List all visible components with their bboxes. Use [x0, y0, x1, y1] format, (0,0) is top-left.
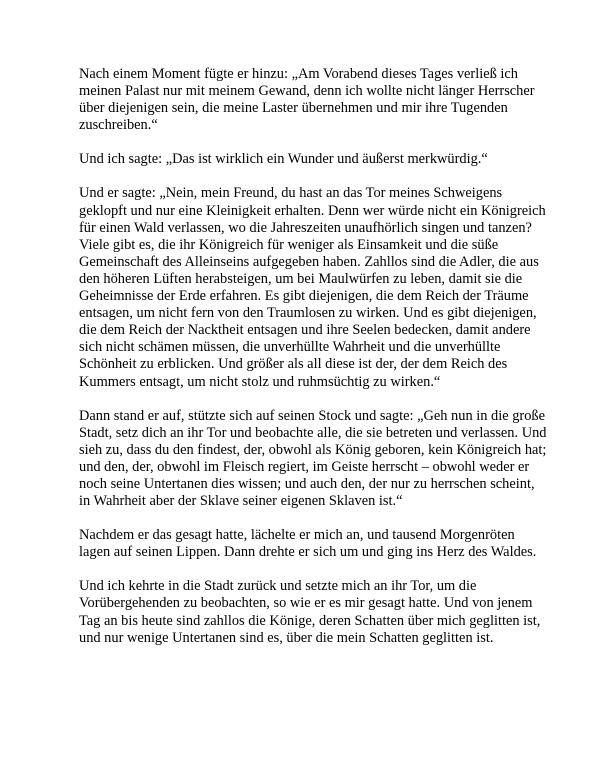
- paragraph-2: Und ich sagte: „Das ist wirklich ein Wunder und äußerst merkwürdig.“: [79, 151, 488, 168]
- paragraph-6: Und ich kehrte in die Stadt zurück und setzte mich an ihr Tor, um die Vorübergehenden zu beobachten, so wie er es mir gesagt hatte. Und von jenem Tag an bis heute sind zahllos die Könige, deren Schatten über mich geglitten ist, und nur wenige Untertanen sind es, über die mein Schatten geglitten ist.: [79, 578, 541, 646]
- paragraph-4: Dann stand er auf, stützte sich auf seinen Stock und sagte: „Geh nun in die große Stadt, setz dich an ihr Tor und beobachte alle, die sie betreten und verlassen. Und sieh zu, dass du den findest, der, obwohl als König geboren, kein Königreich hat; und den, der, obwohl im Fleisch regiert, im Geiste herrscht – obwohl weder er noch seine Untertanen dies wissen; und auch den, der nur zu herrschen scheint, in Wahrheit aber der Sklave seiner eigenen Sklaven ist.“: [79, 407, 547, 510]
- paragraph-1: Nach einem Moment fügte er hinzu: „Am Vorabend dieses Tages verließ ich meinen Palast nur mit meinem Gewand, denn ich wollte nicht länger Herrscher über diejenigen sein, die meine Laster übernehmen und mir ihre Tugenden zuschreiben.“: [79, 66, 535, 134]
- paragraph-5: Nachdem er das gesagt hatte, lächelte er mich an, und tausend Morgenröten lagen auf seinen Lippen. Dann drehte er sich um und ging ins Herz des Waldes.: [79, 527, 537, 561]
- paragraph-3: Und er sagte: „Nein, mein Freund, du hast an das Tor meines Schweigens geklopft und nur eine Kleinigkeit erhalten. Denn wer würde nicht ein Königreich für einen Wald verlassen, wo die Jahreszeiten unaufhörlich singen und tanzen? Viele gibt es, die ihr Königreich für weniger als Einsamkeit und die süße Gemeinschaft des Alleinseins aufgegeben haben. Zahllos sind die Adler, die aus den höheren Lüften herabsteigen, um bei Maulwürfen zu leben, damit sie die Geheimnisse der Erde erfahren. Es gibt diejenigen, die dem Reich der Träume entsagen, um nicht fern von den Traumlosen zu wirken. Und es gibt diejenigen, die dem Reich der Nacktheit entsagen und ihre Seelen bedecken, damit andere sich nicht schämen müssen, die unverhüllte Wahrheit und die unverhüllte Schönheit zu erblicken. Und größer als all diese ist der, der dem Reich des Kummers entsagt, um nicht stolz und ruhmsüchtig zu wirken.“: [79, 185, 546, 390]
- document-page: [79, 66, 549, 664]
